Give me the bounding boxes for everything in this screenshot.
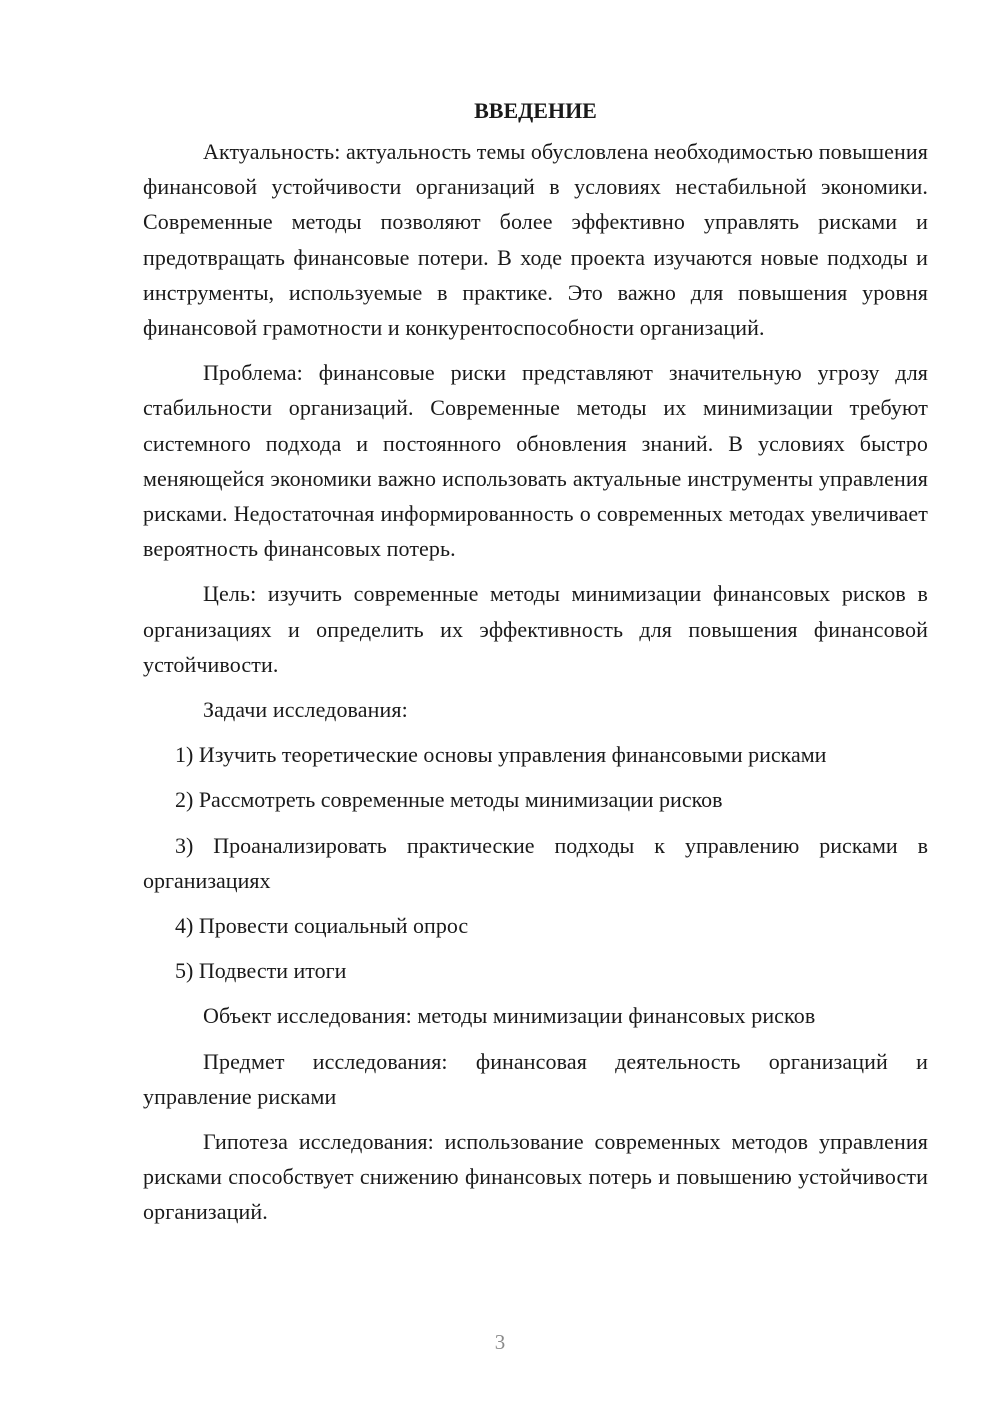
list-item: 3) Проанализировать практические подходы к управлению рисками в организациях (143, 832, 928, 893)
paragraph-goal: Цель: изучить современные методы минимизации финансовых рисков в организациях и определить их эффективность для повышения финансовой устойчивости. (143, 581, 928, 677)
paragraph-relevance: Актуальность: актуальность темы обусловлена необходимостью повышения финансовой устойчивости организаций в условиях нестабильной экономики. Современные методы позволяют более эффективно управлять рисками и предотвращать финансовые потери. В ходе проекта изучаются новые подходы и инструменты, используемые в практике. Это важно для повышения уровня финансовой грамотности и конкурентоспособности организаций. (143, 139, 928, 341)
list-item: 1) Изучить теоретические основы управления финансовыми рисками (175, 742, 827, 768)
list-item: 2) Рассмотреть современные методы минимизации рисков (175, 787, 723, 813)
paragraph-problem: Проблема: финансовые риски представляют значительную угрозу для стабильности организаций. Современные методы их минимизации требуют системного подхода и постоянного обновления знаний. В условиях быстро меняющейся экономики важно использовать актуальные инструменты управления рисками. Недостаточная информированность о современных методах увеличивает вероятность финансовых потерь. (143, 360, 928, 562)
list-item: 4) Провести социальный опрос (175, 913, 469, 939)
paragraph-object: Объект исследования: методы минимизации финансовых рисков (203, 1003, 816, 1029)
tasks-list (143, 737, 928, 988)
tasks-heading: Задачи исследования: (203, 697, 408, 723)
list-item: 5) Подвести итоги (175, 958, 347, 984)
document-page (143, 92, 928, 1240)
page-number: 3 (494, 1330, 506, 1354)
paragraph-subject: Предмет исследования: финансовая деятельность организаций и управление рисками (143, 1048, 928, 1109)
paragraph-hypothesis: Гипотеза исследования: использование современных методов управления рисками способствует снижению финансовых потерь и повышению устойчивости организаций. (143, 1129, 928, 1225)
page-title: ВВЕДЕНИЕ (474, 98, 597, 123)
